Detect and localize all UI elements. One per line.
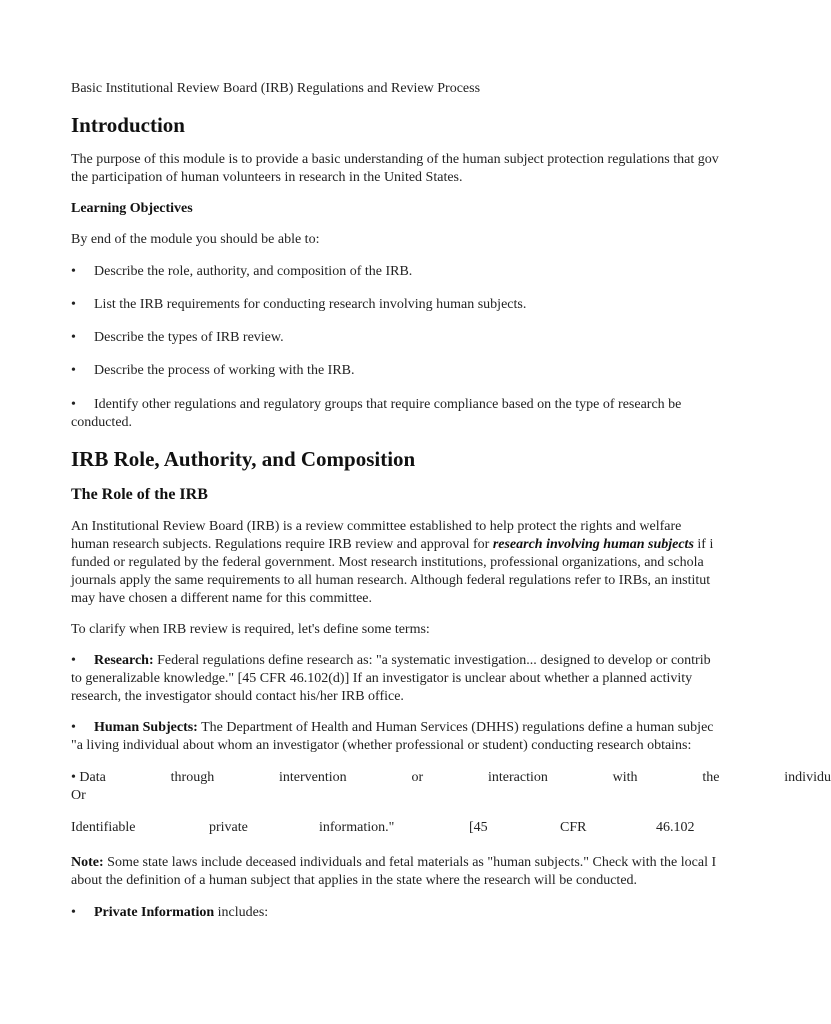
note-label: Note: <box>71 855 104 870</box>
bullet-icon: • <box>71 297 76 312</box>
justified-word: intervention <box>279 770 347 785</box>
section-heading: IRB Role, Authority, and Composition <box>71 447 416 471</box>
role-paragraph-line-4: journals apply the same requirements to all human research. Although federal regulations refer to IRBs, an institut <box>71 573 711 588</box>
justified-word: information." <box>319 820 395 835</box>
role-text: human research subjects. Regulations require IRB review and approval for <box>71 537 493 552</box>
role-paragraph-line-2 <box>71 536 713 554</box>
objective-item <box>71 362 355 380</box>
note-line-2: about the definition of a human subject that applies in the state where the research will be conducted. <box>71 873 638 888</box>
role-subheading: The Role of the IRB <box>71 486 208 503</box>
document-page <box>71 0 831 1024</box>
role-text: if i <box>693 537 714 552</box>
intro-paragraph-line-2: the participation of human volunteers in research in the United States. <box>71 170 463 185</box>
justified-word: Identifiable <box>71 820 136 835</box>
research-definition-line-3: research, the investigator should contact his/her IRB office. <box>71 689 404 704</box>
bullet-icon: • <box>71 330 76 345</box>
justified-word: or <box>411 770 424 785</box>
definition-text: Federal regulations define research as: "a systematic investigation... designed to develop or contrib <box>153 653 711 668</box>
justified-word: through <box>170 770 215 785</box>
objective-item <box>71 263 412 281</box>
bullet-icon: • <box>71 770 76 785</box>
justified-word: private <box>209 820 248 835</box>
objectives-lead: By end of the module you should be able to: <box>71 232 320 247</box>
objective-text: Describe the process of working with the IRB. <box>94 363 355 378</box>
justified-word: with <box>612 770 638 785</box>
justified-word <box>71 769 106 787</box>
human-subjects-definition <box>71 719 714 737</box>
role-paragraph-line-5: may have chosen a different name for this committee. <box>71 591 373 606</box>
bullet-icon: • <box>71 905 76 920</box>
research-definition <box>71 652 711 670</box>
bullet-icon: • <box>71 363 76 378</box>
clarify-text: To clarify when IRB review is required, let's define some terms: <box>71 622 430 637</box>
objective-text: Describe the role, authority, and composition of the IRB. <box>94 264 413 279</box>
term-label: Human Subjects: <box>94 720 198 735</box>
intro-paragraph-line-1: The purpose of this module is to provide a basic understanding of the human subject protection regulations that gov <box>71 152 719 167</box>
objective-text: List the IRB requirements for conducting research involving human subjects. <box>94 297 527 312</box>
objective-text: Describe the types of IRB review. <box>94 330 284 345</box>
justified-word: individu <box>784 770 831 785</box>
private-information-item <box>71 904 268 922</box>
learning-objectives-label: Learning Objectives <box>71 201 193 216</box>
bullet-icon: • <box>71 653 76 668</box>
research-definition-line-2: to generalizable knowledge." [45 CFR 46.102(d)] If an investigator is unclear about whether a planned activity <box>71 671 693 686</box>
bullet-icon: • <box>71 264 76 279</box>
document-title: Basic Institutional Review Board (IRB) Regulations and Review Process <box>71 81 481 96</box>
term-label: Research: <box>94 653 154 668</box>
definition-text: includes: <box>214 905 269 920</box>
objective-item <box>71 396 681 414</box>
word: Data <box>79 770 106 785</box>
definition-text: The Department of Health and Human Services (DHHS) regulations define a human subjec <box>197 720 714 735</box>
introduction-heading: Introduction <box>71 113 185 137</box>
bullet-icon: • <box>71 720 76 735</box>
emphasis-text: research involving human subjects <box>492 537 694 552</box>
objective-text-continued: conducted. <box>71 415 133 430</box>
human-subjects-definition-line-2: "a living individual about whom an investigator (whether professional or student) conducting research obtains: <box>71 738 692 753</box>
data-justified-line <box>71 769 831 787</box>
note-line-1 <box>71 854 716 872</box>
note-text: Some state laws include deceased individuals and fetal materials as "human subjects." Check with the local I <box>103 855 717 870</box>
justified-word: CFR <box>560 820 587 835</box>
bullet-icon: • <box>71 397 76 412</box>
justified-word: 46.102 <box>656 820 695 835</box>
justified-word: interaction <box>487 770 548 785</box>
term-label: Private Information <box>94 905 215 920</box>
justified-word: the <box>702 770 720 785</box>
objective-item <box>71 329 284 347</box>
justified-word: [45 <box>469 820 488 835</box>
objective-text: Identify other regulations and regulatory groups that require compliance based on the type of research be <box>94 397 682 412</box>
or-text: Or <box>71 788 86 803</box>
role-paragraph-line-1: An Institutional Review Board (IRB) is a review committee established to help protect the rights and welfare <box>71 519 682 534</box>
role-paragraph-line-3: funded or regulated by the federal government. Most research institutions, professional organizations, and schola <box>71 555 704 570</box>
objective-item <box>71 296 526 314</box>
